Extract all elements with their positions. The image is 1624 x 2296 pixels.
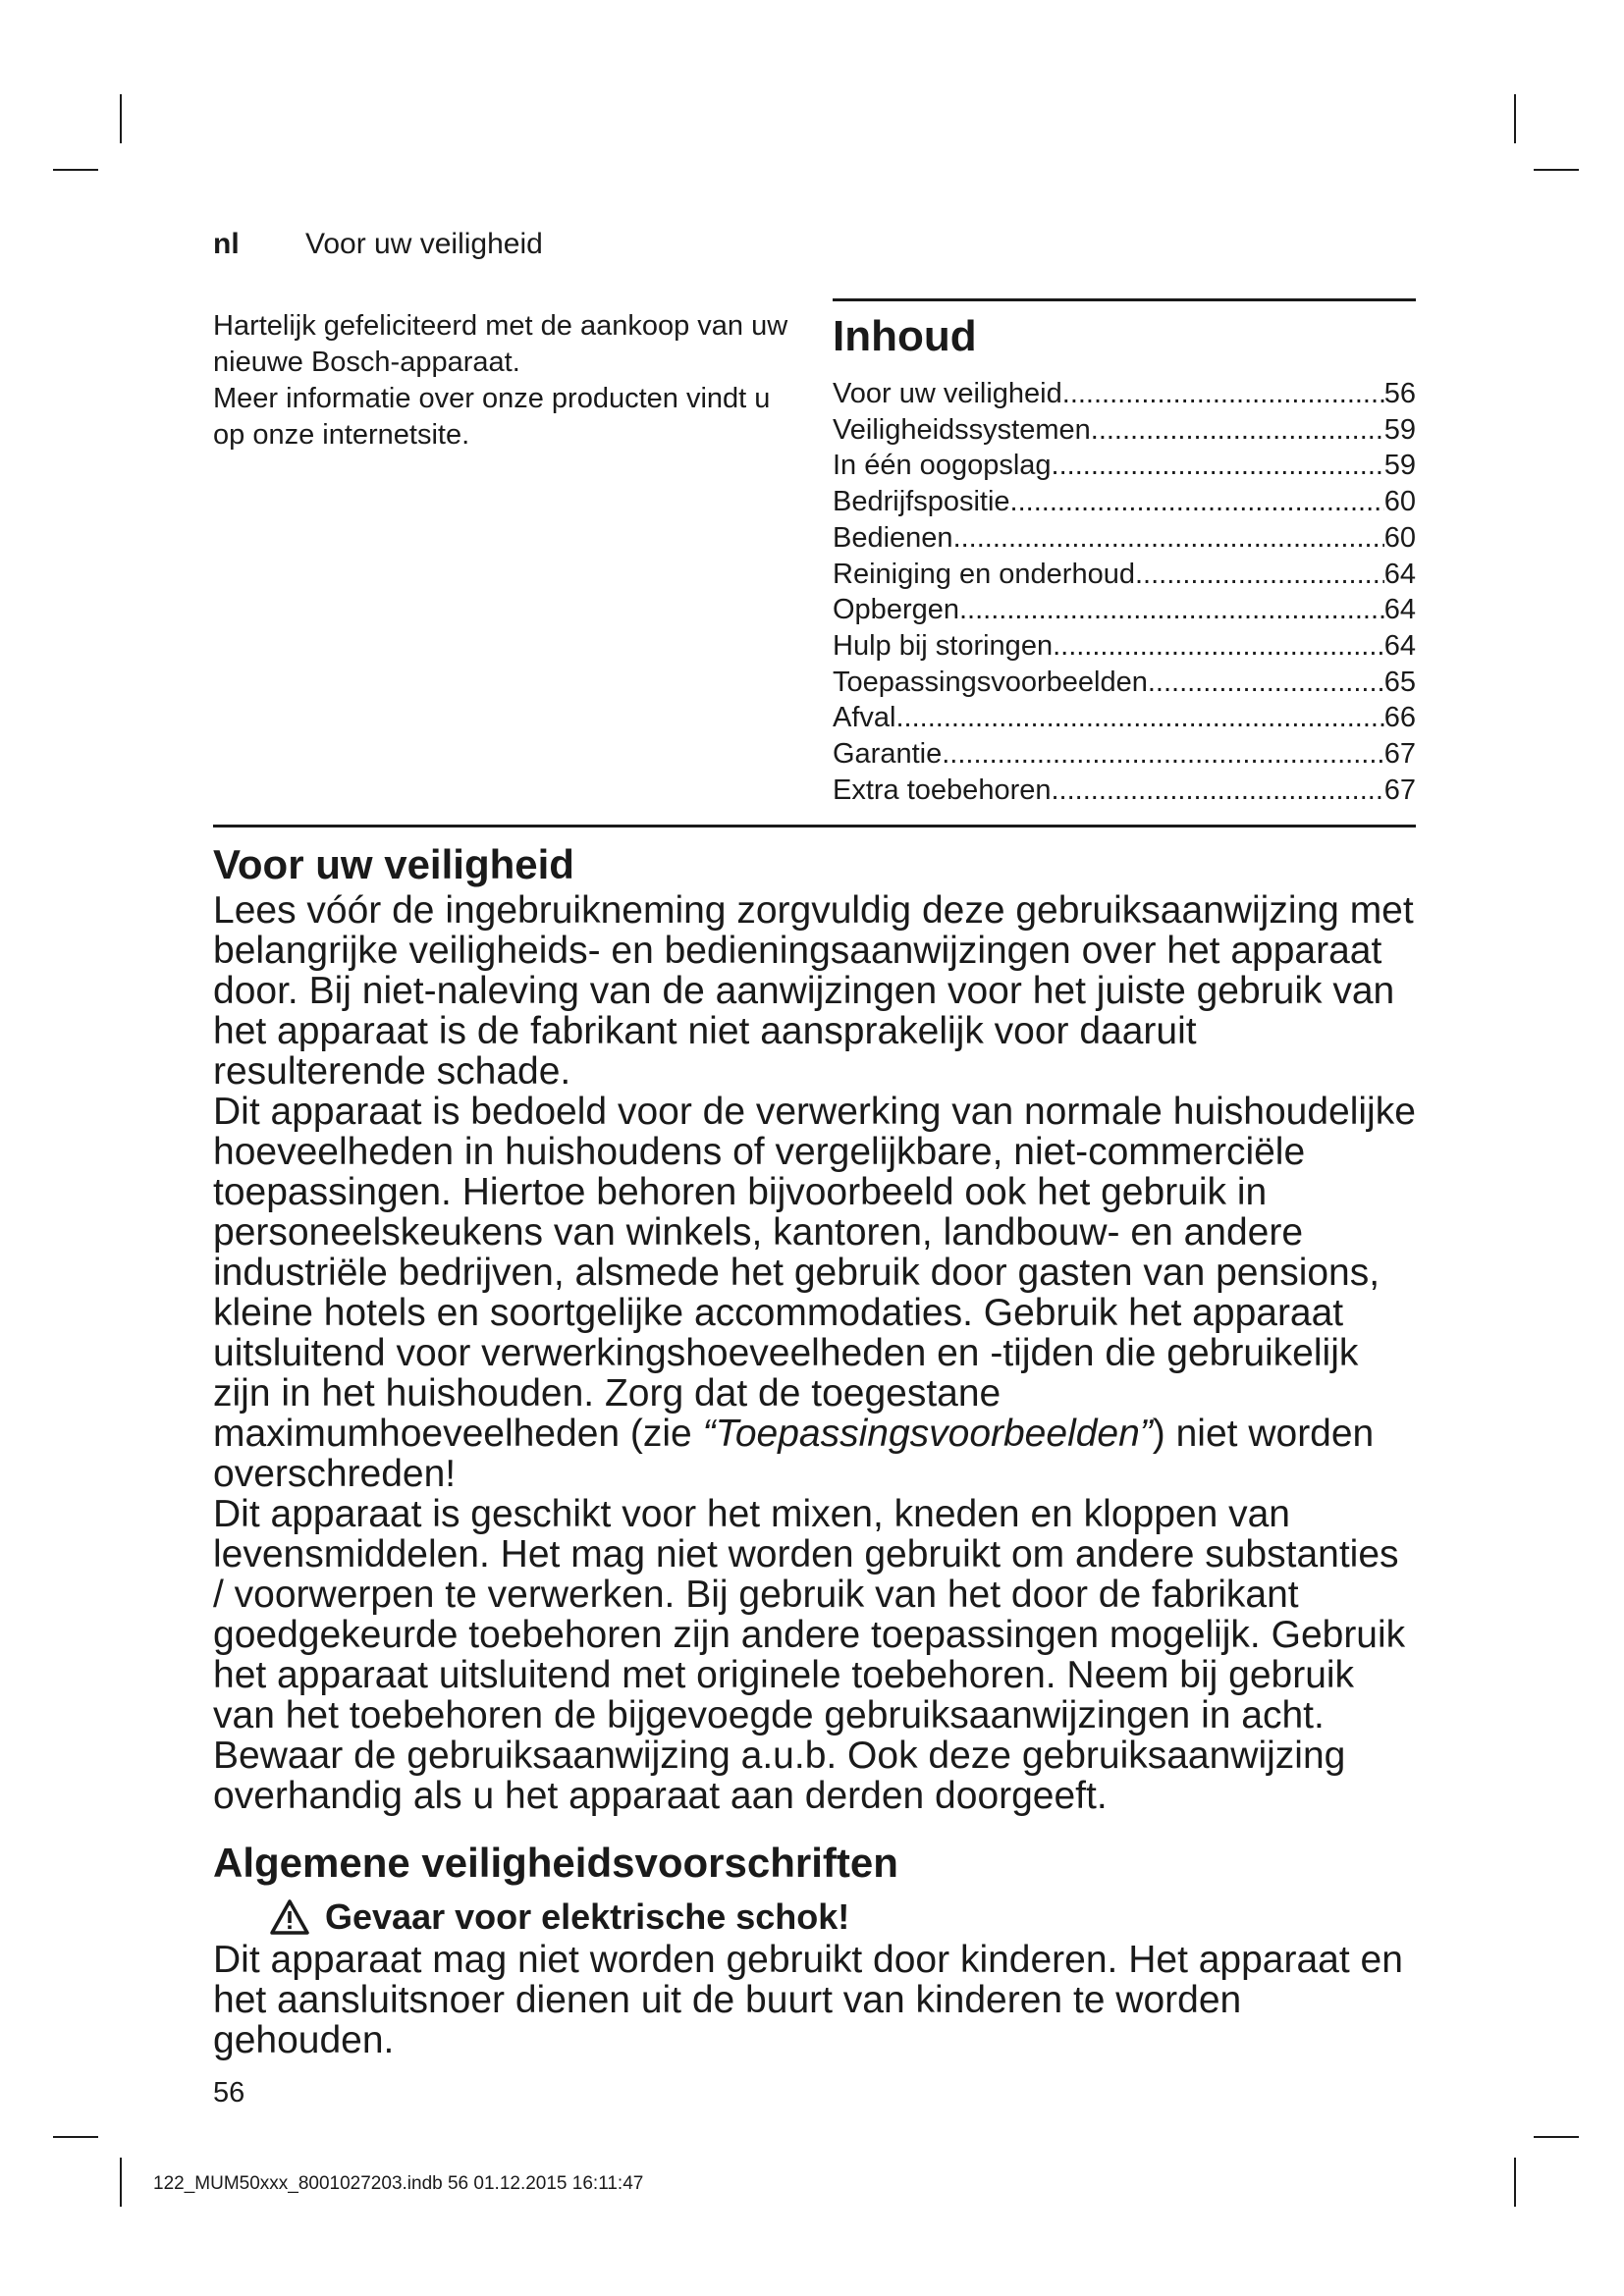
- toc-entry-title: Bedrijfspositie: [833, 486, 1010, 518]
- crop-mark: [1534, 2136, 1579, 2138]
- table-of-contents: [833, 298, 1416, 808]
- body-paragraph: Dit apparaat is geschikt voor het mixen, kneden en kloppen van levensmiddelen. Het mag niet worden gebruikt om andere substanties / voorwerpen te verwerken. Bij gebruik van het door de fabrikant goedgekeurde toebehoren zijn andere toepassingen mogelijk. Gebruik het apparaat uitsluitend met originele toebehoren. Neem bij gebruik van het toebehoren de bijgevoegde gebruiksaanwijzingen in acht. Bewaar de gebruiksaanwijzing a.u.b. Ook deze gebruiksaanwijzing overhandig als u het apparaat aan derden doorgeeft.: [213, 1493, 1406, 1817]
- section-heading: Voor uw veiligheid: [213, 841, 574, 887]
- warning-triangle-icon: [270, 1899, 309, 1935]
- toc-entry: [833, 665, 1416, 701]
- header-section-title: Voor uw veiligheid: [305, 228, 543, 260]
- toc-leader-dots: [1062, 376, 1384, 412]
- intro-paragraph: Hartelijk gefeliciteerd met de aankoop van uw nieuwe Bosch-apparaat.: [213, 310, 788, 378]
- toc-entry-title: Extra toebehoren: [833, 774, 1052, 806]
- toc-entry-title: Hulp bij storingen: [833, 629, 1054, 662]
- toc-entry-title: Voor uw veiligheid: [833, 378, 1062, 409]
- toc-leader-dots: [895, 700, 1383, 736]
- toc-entry-title: Bedienen: [833, 521, 953, 554]
- crop-mark: [120, 94, 122, 143]
- toc-entry: [833, 448, 1416, 484]
- toc-entry-page: 65: [1383, 666, 1416, 698]
- language-code: nl: [213, 228, 240, 260]
- crop-mark: [53, 169, 98, 171]
- cross-reference-link: “Toepassingsvoorbeelden”: [702, 1413, 1153, 1455]
- toc-entry-page: 59: [1383, 450, 1416, 482]
- divider: [213, 825, 1416, 828]
- toc-entry: [833, 736, 1416, 773]
- toc-entry-title: Opbergen: [833, 594, 959, 626]
- toc-entry-title: Veiligheidssystemen: [833, 413, 1091, 446]
- toc-entry: [833, 773, 1416, 809]
- toc-leader-dots: [942, 736, 1384, 773]
- toc-entry-page: 56: [1383, 378, 1416, 409]
- main-content: [213, 825, 1416, 2060]
- crop-mark: [1514, 2158, 1516, 2207]
- toc-leader-dots: [1052, 448, 1384, 484]
- toc-leader-dots: [1135, 557, 1384, 593]
- warning-text: Gevaar voor elektrische schok!: [325, 1896, 850, 1937]
- divider: [833, 298, 1416, 301]
- body-paragraph: [213, 1092, 1416, 1494]
- body-text: Dit apparaat is bedoeld voor de verwerking van normale huishoudelijke hoeveelheden in huishoudens of vergelijkbare, niet-commerciële toepassingen. Hiertoe behoren bijvoorbeeld ook het gebruik in personeelskeukens van winkels, kantoren, landbouw- en andere industriële bedrijven, alsmede het gebruik door gasten van pensions, kleine hotels en soortgelijke accommodaties. Gebruik het apparaat uitsluitend voor verwerkingshoeveelheden en -tijden die gebruikelijk zijn in het huishouden. Zorg dat de toegestane maximumhoeveelheden (zie: [213, 1091, 1416, 1455]
- toc-entry-title: In één oogopslag: [833, 450, 1052, 482]
- warning-heading: [213, 1895, 1416, 1940]
- page-number: 56: [213, 2077, 245, 2109]
- intro-paragraph: Meer informatie over onze producten vindt u op onze internetsite.: [213, 383, 771, 451]
- toc-entry: [833, 628, 1416, 665]
- running-header: [213, 228, 543, 261]
- toc-entry-page: 60: [1383, 486, 1416, 518]
- crop-mark: [1514, 94, 1516, 143]
- toc-entry: [833, 376, 1416, 412]
- crop-mark: [1534, 169, 1579, 171]
- toc-entry-page: 67: [1383, 774, 1416, 806]
- toc-entry-page: 66: [1383, 702, 1416, 734]
- toc-leader-dots: [953, 520, 1384, 557]
- toc-entry-page: 64: [1383, 558, 1416, 590]
- toc-entry-page: 64: [1383, 629, 1416, 662]
- toc-entry: [833, 557, 1416, 593]
- toc-entry-title: Garantie: [833, 738, 943, 771]
- toc-entry-title: Toepassingsvoorbeelden: [833, 666, 1148, 698]
- toc-list: [833, 376, 1416, 808]
- intro-text: [213, 308, 802, 454]
- toc-entry-title: Afval: [833, 702, 896, 734]
- toc-entry-page: 67: [1383, 738, 1416, 771]
- toc-entry-page: 64: [1383, 594, 1416, 626]
- toc-leader-dots: [1053, 628, 1384, 665]
- body-paragraph: Lees vóór de ingebruikneming zorgvuldig deze gebruiksaanwijzing met belangrijke veiligheids- en bedieningsaanwijzingen over het apparaat door. Bij niet-naleving van de aanwijzingen voor het juiste gebruik van het apparaat is de fabrikant niet aansprakelijk voor daaruit resulterende schade.: [213, 889, 1414, 1093]
- toc-entry: [833, 484, 1416, 520]
- body-text: ) niet worden overschreden!: [213, 1413, 1375, 1495]
- toc-leader-dots: [1051, 773, 1383, 809]
- toc-leader-dots: [1010, 484, 1384, 520]
- toc-leader-dots: [959, 592, 1384, 628]
- toc-entry-page: 59: [1383, 413, 1416, 446]
- toc-entry: [833, 700, 1416, 736]
- toc-leader-dots: [1091, 412, 1384, 449]
- crop-mark: [120, 2158, 122, 2207]
- toc-entry-page: 60: [1383, 521, 1416, 554]
- section-heading: Algemene veiligheidsvoorschriften: [213, 1840, 898, 1886]
- toc-entry: [833, 412, 1416, 449]
- toc-entry: [833, 520, 1416, 557]
- toc-entry-title: Reiniging en onderhoud: [833, 558, 1135, 590]
- toc-title: Inhoud: [833, 312, 977, 360]
- crop-mark: [53, 2136, 98, 2138]
- toc-leader-dots: [1148, 665, 1384, 701]
- toc-entry: [833, 592, 1416, 628]
- body-paragraph: Dit apparaat mag niet worden gebruikt door kinderen. Het apparaat en het aansluitsnoer dienen uit de buurt van kinderen te worden gehouden.: [213, 1939, 1403, 2061]
- print-footer: 122_MUM50xxx_8001027203.indb 56 01.12.2015 16:11:47: [153, 2173, 644, 2194]
